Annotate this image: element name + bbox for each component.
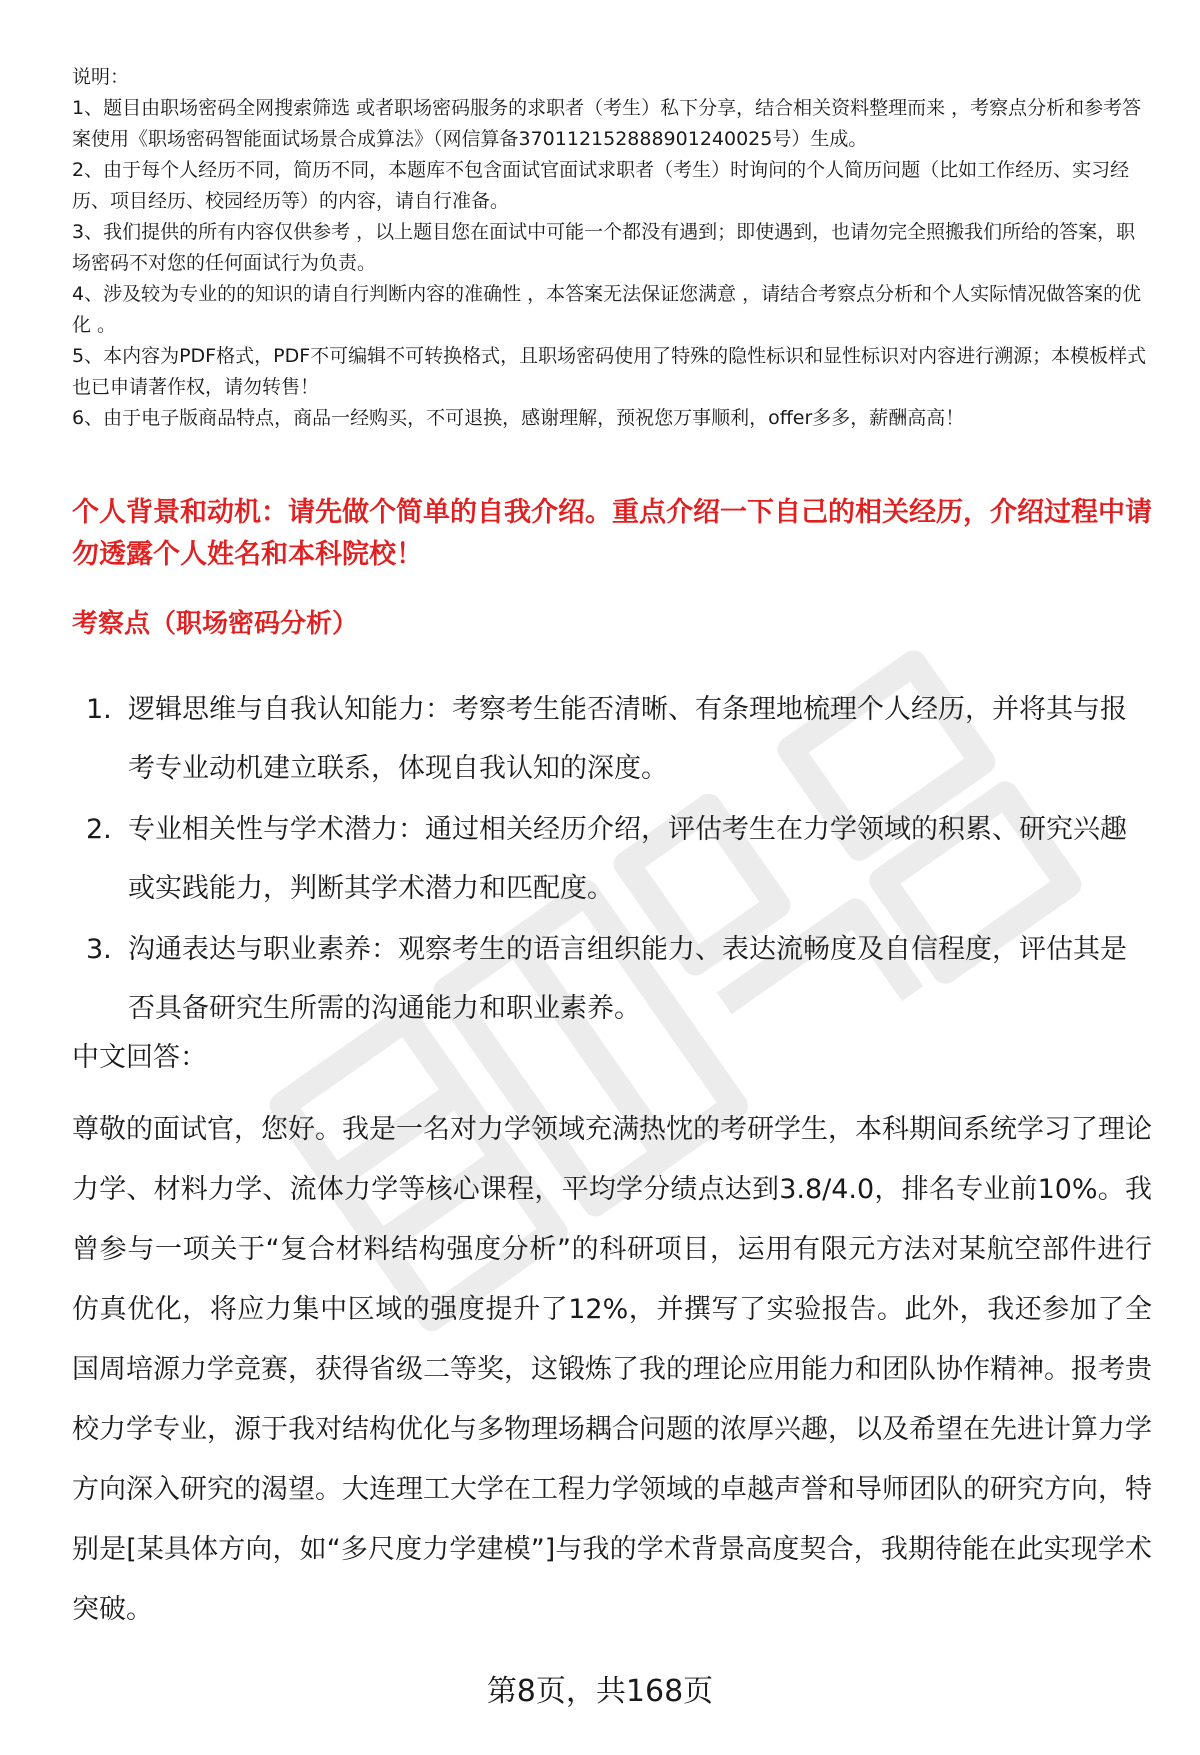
note-item-4: 4、涉及较为专业的的知识的请自行判断内容的准确性 ，本答案无法保证您满意 ，请结合考察点分析和个人实际情况做答案的优化 。 — [72, 283, 1142, 336]
analysis-point — [72, 920, 1152, 1038]
note-item-6: 6、由于电子版商品特点，商品一经购买，不可退换，感谢理解，预祝您万事顺利，offer多多，薪酬高高！ — [72, 407, 965, 429]
point-text: 沟通表达与职业素养：观察考生的语言组织能力、表达流畅度及自信程度，评估其是否具备研究生所需的沟通能力和职业素养。 — [128, 934, 1127, 1024]
analysis-point — [72, 680, 1152, 798]
notes-heading: 说明： — [72, 66, 130, 88]
point-number: 2. — [86, 814, 112, 845]
point-number: 1. — [86, 694, 112, 725]
answer-text: 尊敬的面试官，您好。我是一名对力学领域充满热忱的考研学生，本科期间系统学习了理论力学、材料力学、流体力学等核心课程，平均学分绩点达到3.8/4.0，排名专业前10%。我曾参与一项关于“复合材料结构强度分析”的科研项目，运用有限元方法对某航空部件进行仿真优化，将应力集中区域的强度提升了12%，并撰写了实验报告。此外，我还参加了全国周培源力学竞赛，获得省级二等奖，这锻炼了我的理论应用能力和团队协作精神。报考贵校力学专业，源于我对结构优化与多物理场耦合问题的浓厚兴趣，以及希望在先进计算力学方向深入研究的渴望。大连理工大学在工程力学领域的卓越声誉和导师团队的研究方向，特别是[某具体方向，如“多尺度力学建模”]与我的学术背景高度契合，我期待能在此实现学术突破。 — [72, 1114, 1152, 1625]
answer-label: 中文回答： — [72, 1042, 207, 1073]
page-number: 第8页，共168页 — [486, 1674, 714, 1709]
interview-question: 个人背景和动机：请先做个简单的自我介绍。重点介绍一下自己的相关经历，介绍过程中请勿透露个人姓名和本科院校！ — [72, 497, 1152, 570]
analysis-points — [72, 680, 1152, 1040]
note-item-5: 5、本内容为PDF格式，PDF不可编辑不可转换格式，且职场密码使用了特殊的隐性标识和显性标识对内容进行溯源；本模板样式也已申请著作权，请勿转售！ — [72, 345, 1147, 398]
point-text: 逻辑思维与自我认知能力：考察考生能否清晰、有条理地梳理个人经历，并将其与报考专业动机建立联系，体现自我认知的深度。 — [128, 694, 1127, 784]
analysis-title: 考察点（职场密码分析） — [72, 609, 359, 639]
analysis-point — [72, 800, 1152, 918]
point-number: 3. — [86, 934, 112, 965]
point-text: 专业相关性与学术潜力：通过相关经历介绍，评估考生在力学领域的积累、研究兴趣或实践能力，判断其学术潜力和匹配度。 — [128, 814, 1127, 904]
note-item-1: 1、题目由职场密码全网搜索筛选 或者职场密码服务的求职者（考生）私下分享，结合相关资料整理而来 ，考察点分析和参考答案使用《职场密码智能面试场景合成算法》（网信算备370112152888901240025号）生成。 — [72, 97, 1142, 150]
disclaimer-notes — [72, 62, 1152, 434]
note-item-2: 2、由于每个人经历不同，简历不同，本题库不包含面试官面试求职者（考生）时询问的个人简历问题（比如工作经历、实习经历、项目经历、校园经历等）的内容，请自行准备。 — [72, 159, 1130, 212]
note-item-3: 3、我们提供的所有内容仅供参考 ，以上题目您在面试中可能一个都没有遇到；即使遇到，也请勿完全照搬我们所给的答案，职场密码不对您的任何面试行为负责。 — [72, 221, 1136, 274]
